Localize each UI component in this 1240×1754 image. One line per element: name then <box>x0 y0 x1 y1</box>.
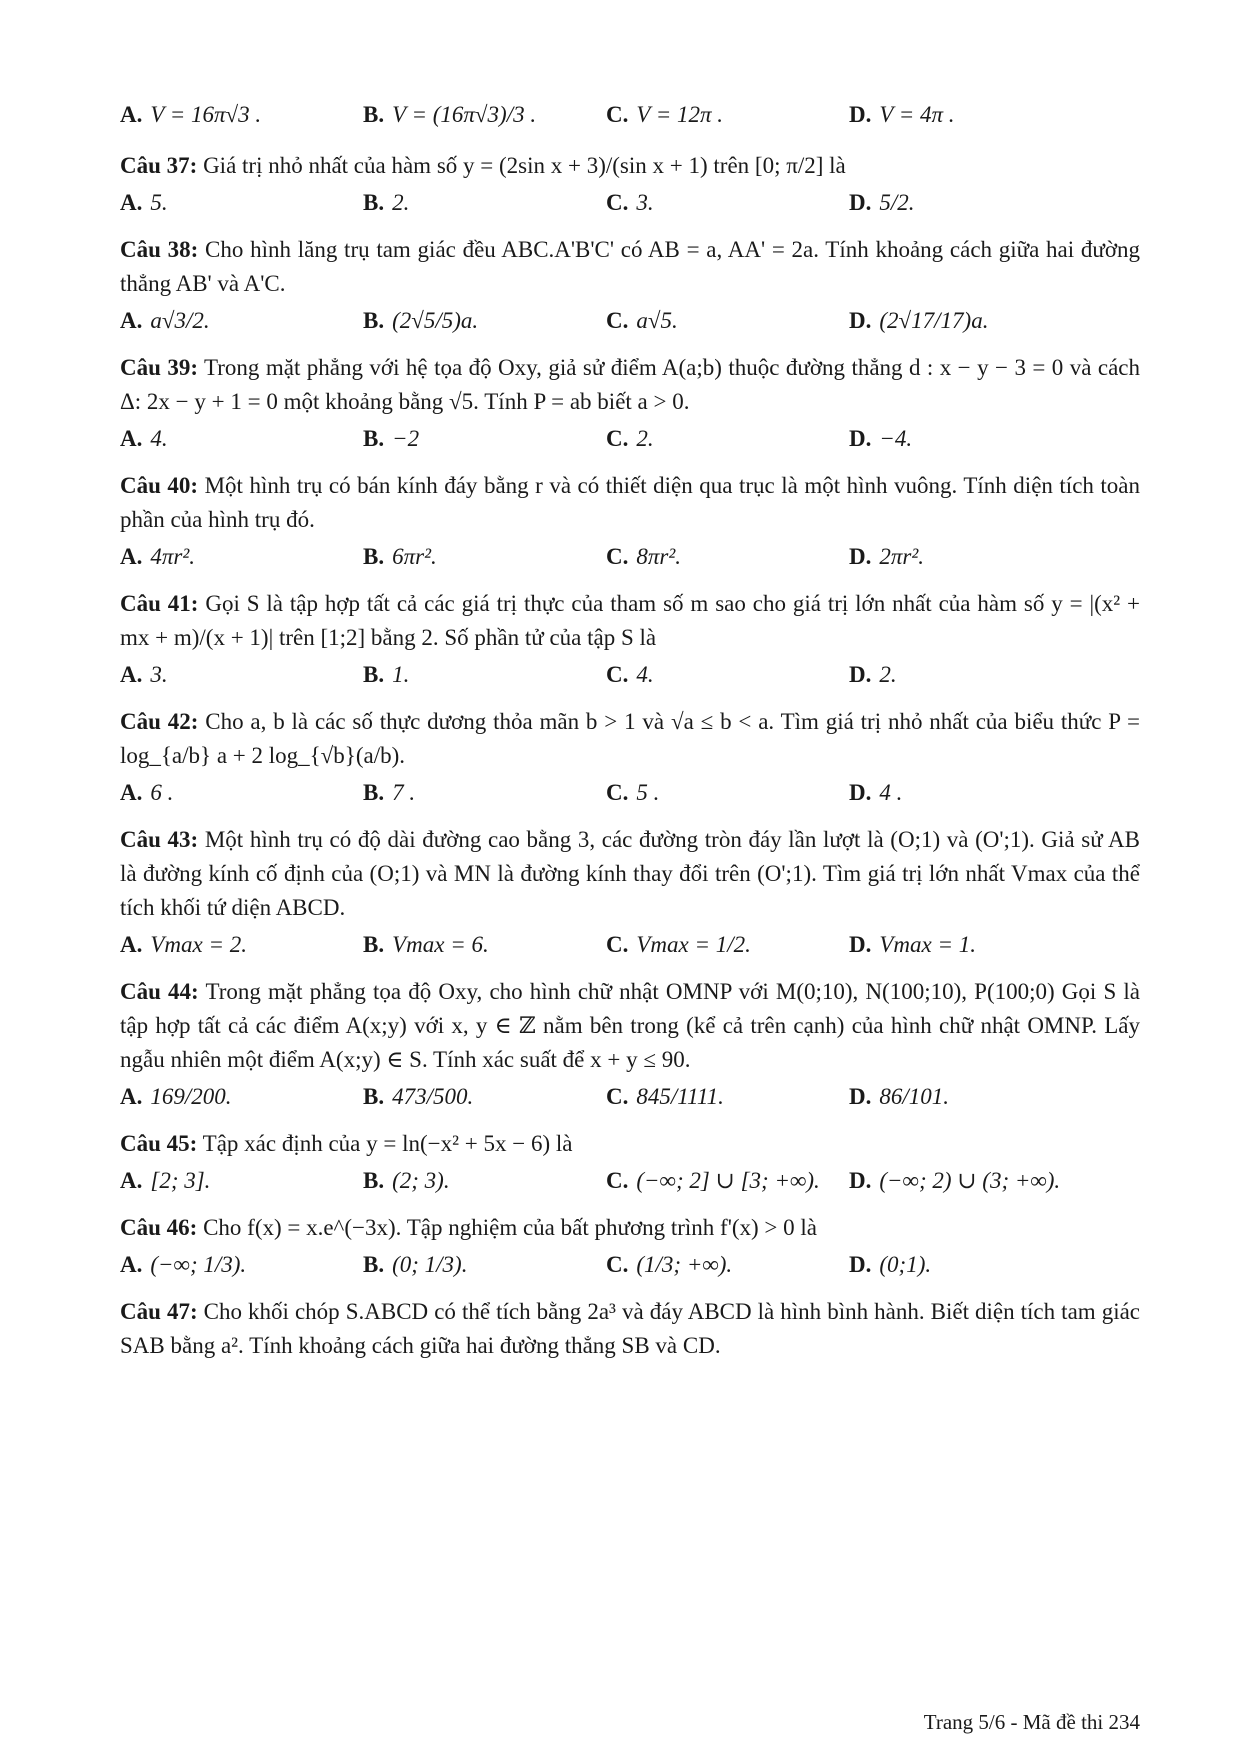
option-value: 1. <box>392 662 410 687</box>
question-stem <box>120 1211 1140 1245</box>
option-value: 4πr². <box>150 544 195 569</box>
question-number: Câu 42: <box>120 709 199 734</box>
option-label: D. <box>849 662 872 687</box>
question-text: Tập xác định của y = ln(−x² + 5x − 6) là <box>202 1131 573 1156</box>
option-value: [2; 3]. <box>150 1168 211 1193</box>
option-value: 4. <box>636 662 654 687</box>
prev-question-options <box>120 95 1140 135</box>
option-c <box>606 928 849 962</box>
answer-options <box>120 419 1140 459</box>
option-label: C. <box>606 1252 629 1277</box>
option-a <box>120 776 363 810</box>
option-c <box>606 776 849 810</box>
option-d <box>849 1164 1092 1198</box>
question-text: Trong mặt phẳng tọa độ Oxy, cho hình chữ nhật OMNP với M(0;10), N(100;10), P(100;0) Gọi S là tập hợp tất cả các điểm A(x;y) với x, y ∈ ℤ nằm bên trong (kể cả trên cạnh) của hình chữ nhật OMNP. Lấy ngẫu nhiên một điểm A(x;y) ∈ S. Tính xác suất để x + y ≤ 90. <box>120 979 1141 1072</box>
option-value: 5 . <box>636 780 660 805</box>
question-text: Giá trị nhỏ nhất của hàm số y = (2sin x + 3)/(sin x + 1) trên [0; π/2] là <box>203 153 846 178</box>
option-label: C. <box>606 426 629 451</box>
option-b <box>363 540 606 574</box>
question-number: Câu 41: <box>120 591 199 616</box>
option-b <box>363 422 606 456</box>
option-label: C. <box>606 780 629 805</box>
option-value: a√5. <box>636 308 678 333</box>
option-c: C. V = 12π . <box>606 102 724 127</box>
question-number: Câu 45: <box>120 1131 198 1156</box>
question-37 <box>120 149 1140 223</box>
option-label: A. <box>120 1168 143 1193</box>
option-label: C. <box>606 308 629 333</box>
option-c <box>606 1164 849 1198</box>
answer-options <box>120 537 1140 577</box>
answer-options <box>120 301 1140 341</box>
option-d <box>849 186 1092 220</box>
option-label: B. <box>363 780 385 805</box>
option-d <box>849 422 1092 456</box>
answer-options <box>120 773 1140 813</box>
option-c <box>606 540 849 574</box>
option-a: A. V = 16π√3 . <box>120 102 262 127</box>
option-value: (0;1). <box>879 1252 932 1277</box>
option-value: (−∞; 2) ∪ (3; +∞). <box>879 1168 1061 1193</box>
question-text: Cho hình lăng trụ tam giác đều ABC.A'B'C' có AB = a, AA' = 2a. Tính khoảng cách giữa hai đường thẳng AB' và A'C. <box>120 237 1141 296</box>
option-a <box>120 658 363 692</box>
page-footer: Trang 5/6 - Mã đề thi 234 <box>923 1710 1140 1734</box>
option-value: 5. <box>150 190 168 215</box>
option-a <box>120 1248 363 1282</box>
option-value: 3. <box>150 662 168 687</box>
question-number: Câu 38: <box>120 237 199 262</box>
option-b <box>363 304 606 338</box>
option-value: a√3/2. <box>150 308 210 333</box>
option-d <box>849 776 1092 810</box>
option-d <box>849 928 1092 962</box>
option-label: B. <box>363 544 385 569</box>
option-a <box>120 540 363 574</box>
option-label: C. <box>606 1168 629 1193</box>
option-c <box>606 186 849 220</box>
option-label: A. <box>120 780 143 805</box>
answer-options <box>120 1245 1140 1285</box>
question-text: Một hình trụ có độ dài đường cao bằng 3, các đường tròn đáy lần lượt là (O;1) và (O';1). Giả sử AB là đường kính cố định của (O;1) và MN là đường kính thay đổi trên (O';1). Tìm giá trị lớn nhất Vmax của thể tích khối tứ diện ABCD. <box>120 827 1141 920</box>
answer-options <box>120 1077 1140 1117</box>
question-stem <box>120 469 1140 537</box>
option-label: D. <box>849 1252 872 1277</box>
option-label: A. <box>120 190 143 215</box>
option-label: D. <box>849 1168 872 1193</box>
question-46 <box>120 1211 1140 1285</box>
option-value: 169/200. <box>150 1084 232 1109</box>
question-number: Câu 40: <box>120 473 199 498</box>
question-text: Một hình trụ có bán kính đáy bằng r và có thiết diện qua trục là một hình vuông. Tính diện tích toàn phần của hình trụ đó. <box>120 473 1141 532</box>
option-label: D. <box>849 308 872 333</box>
option-d <box>849 658 1092 692</box>
option-value: (−∞; 2] ∪ [3; +∞). <box>636 1168 820 1193</box>
answer-options <box>120 183 1140 223</box>
option-value: 6 . <box>150 780 174 805</box>
option-d <box>849 540 1092 574</box>
question-39 <box>120 351 1140 459</box>
option-d: D. V = 4π . <box>849 102 955 127</box>
option-value: (2; 3). <box>392 1168 450 1193</box>
exam-page <box>120 95 1140 1373</box>
option-value: 86/101. <box>879 1084 950 1109</box>
option-label: D. <box>849 190 872 215</box>
option-b <box>363 1248 606 1282</box>
option-b <box>363 1080 606 1114</box>
option-value: Vmax = 2. <box>150 932 248 957</box>
option-a <box>120 928 363 962</box>
option-c <box>606 1248 849 1282</box>
option-value: (1/3; +∞). <box>636 1252 733 1277</box>
question-text: Trong mặt phẳng với hệ tọa độ Oxy, giả sử điểm A(a;b) thuộc đường thẳng d : x − y − 3 = 0 và cách Δ: 2x − y + 1 = 0 một khoảng bằng √5. Tính P = ab biết a > 0. <box>120 355 1140 414</box>
option-value: 473/500. <box>392 1084 474 1109</box>
option-value: −2 <box>392 426 420 451</box>
option-value: 2. <box>636 426 654 451</box>
question-43 <box>120 823 1140 965</box>
option-label: B. <box>363 1252 385 1277</box>
option-label: B. <box>363 932 385 957</box>
option-d <box>849 1080 1092 1114</box>
option-label: C. <box>606 544 629 569</box>
question-number: Câu 47: <box>120 1299 198 1324</box>
question-number: Câu 39: <box>120 355 198 380</box>
question-stem <box>120 823 1140 925</box>
option-a <box>120 1080 363 1114</box>
option-a <box>120 304 363 338</box>
option-value: 3. <box>636 190 654 215</box>
question-47 <box>120 1295 1140 1363</box>
option-label: B. <box>363 662 385 687</box>
option-label: A. <box>120 932 143 957</box>
option-c <box>606 304 849 338</box>
option-value: 6πr². <box>392 544 437 569</box>
option-value: (0; 1/3). <box>392 1252 468 1277</box>
option-b: B. V = (16π√3)/3 . <box>363 102 537 127</box>
question-stem <box>120 233 1140 301</box>
question-stem <box>120 705 1140 773</box>
answer-options <box>120 655 1140 695</box>
question-number: Câu 46: <box>120 1215 198 1240</box>
option-d <box>849 1248 1092 1282</box>
option-label: D. <box>849 780 872 805</box>
question-40 <box>120 469 1140 577</box>
option-value: Vmax = 6. <box>392 932 489 957</box>
option-value: (2√5/5)a. <box>392 308 479 333</box>
option-label: B. <box>363 308 385 333</box>
option-label: A. <box>120 662 143 687</box>
option-label: B. <box>363 426 385 451</box>
option-value: 845/1111. <box>636 1084 724 1109</box>
question-stem <box>120 587 1140 655</box>
option-label: B. <box>363 1168 385 1193</box>
option-value: (−∞; 1/3). <box>150 1252 247 1277</box>
option-a <box>120 186 363 220</box>
option-b <box>363 1164 606 1198</box>
question-stem <box>120 149 1140 183</box>
option-a <box>120 1164 363 1198</box>
option-label: D. <box>849 1084 872 1109</box>
question-38 <box>120 233 1140 341</box>
question-41 <box>120 587 1140 695</box>
question-list <box>120 149 1140 1363</box>
option-value: 7 . <box>392 780 416 805</box>
question-text: Cho f(x) = x.e^(−3x). Tập nghiệm của bất phương trình f'(x) > 0 là <box>203 1215 817 1240</box>
option-label: D. <box>849 544 872 569</box>
option-b <box>363 186 606 220</box>
option-value: 5/2. <box>879 190 915 215</box>
option-d <box>849 304 1092 338</box>
option-label: B. <box>363 1084 385 1109</box>
question-stem <box>120 1295 1140 1363</box>
question-text: Gọi S là tập hợp tất cả các giá trị thực của tham số m sao cho giá trị lớn nhất của hàm số y = |(x² + mx + m)/(x + 1)| trên [1;2] bằng 2. Số phần tử của tập S là <box>120 591 1140 650</box>
option-label: D. <box>849 426 872 451</box>
question-text: Cho khối chóp S.ABCD có thể tích bằng 2a³ và đáy ABCD là hình bình hành. Biết diện tích tam giác SAB bằng a². Tính khoảng cách giữa hai đường thẳng SB và CD. <box>120 1299 1141 1358</box>
option-label: C. <box>606 932 629 957</box>
question-stem <box>120 1127 1140 1161</box>
option-value: (2√17/17)a. <box>879 308 989 333</box>
option-c <box>606 422 849 456</box>
question-number: Câu 44: <box>120 979 199 1004</box>
answer-options <box>120 1161 1140 1201</box>
option-label: A. <box>120 1252 143 1277</box>
question-stem <box>120 351 1140 419</box>
option-label: A. <box>120 308 143 333</box>
option-label: C. <box>606 662 629 687</box>
option-b <box>363 928 606 962</box>
option-value: 2. <box>392 190 410 215</box>
option-a <box>120 422 363 456</box>
question-45 <box>120 1127 1140 1201</box>
option-label: A. <box>120 1084 143 1109</box>
option-value: Vmax = 1/2. <box>636 932 751 957</box>
option-value: 4. <box>150 426 168 451</box>
option-label: B. <box>363 190 385 215</box>
option-label: C. <box>606 1084 629 1109</box>
option-value: 2πr². <box>879 544 924 569</box>
question-number: Câu 37: <box>120 153 198 178</box>
question-number: Câu 43: <box>120 827 199 852</box>
answer-options <box>120 925 1140 965</box>
option-value: 8πr². <box>636 544 681 569</box>
question-stem <box>120 975 1140 1077</box>
option-value: Vmax = 1. <box>879 932 977 957</box>
option-label: C. <box>606 190 629 215</box>
question-44 <box>120 975 1140 1117</box>
option-c <box>606 1080 849 1114</box>
question-42 <box>120 705 1140 813</box>
option-value: 4 . <box>879 780 903 805</box>
option-label: D. <box>849 932 872 957</box>
option-b <box>363 776 606 810</box>
option-b <box>363 658 606 692</box>
question-text: Cho a, b là các số thực dương thỏa mãn b > 1 và √a ≤ b < a. Tìm giá trị nhỏ nhất của biểu thức P = log_{a/b} a + 2 log_{√b}(a/b). <box>120 709 1141 768</box>
option-label: A. <box>120 544 143 569</box>
option-label: A. <box>120 426 143 451</box>
option-c <box>606 658 849 692</box>
option-value: 2. <box>879 662 897 687</box>
option-value: −4. <box>879 426 913 451</box>
